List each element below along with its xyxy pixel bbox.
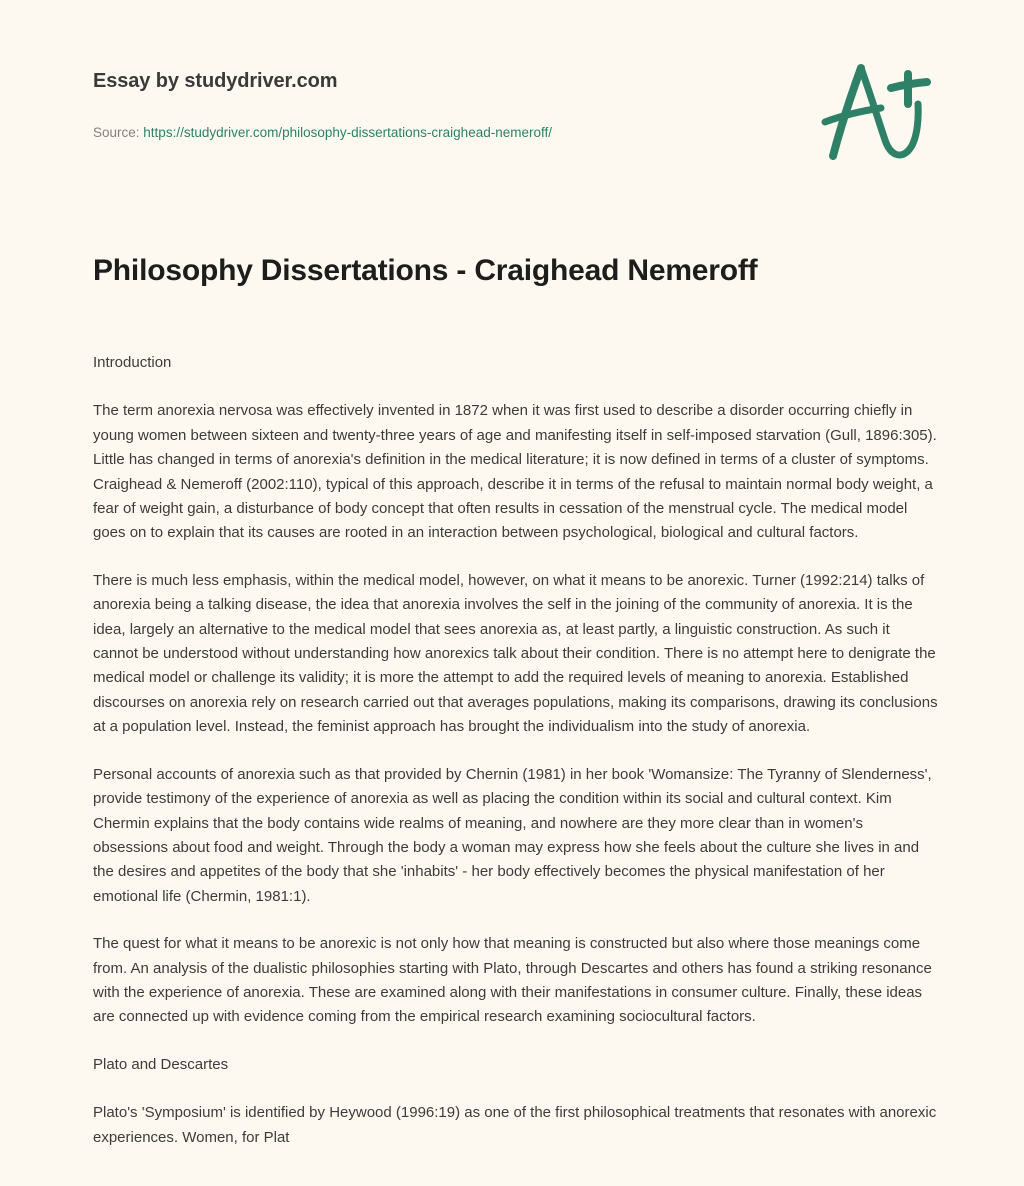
paragraph-4: The quest for what it means to be anorexic is not only how that meaning is constructed but also where those meanings come from. An analysis of the dualistic philosophies starting with Plato, through Descartes and others has found a striking resonance with the experience of anorexia. These are examined along with their manifestations in consumer culture. Finally, these ideas are connected up with evidence coming from the empirical research examining sociocultural factors. <box>93 935 932 1026</box>
source-label: Source: <box>93 125 140 140</box>
studydriver-a-plus-logo-icon <box>815 60 935 170</box>
paragraph-2: There is much less emphasis, within the medical model, however, on what it means to be anorexic. Turner (1992:214) talks of anorexia being a talking disease, the idea that anorexia involves the self in the joining of the community of anorexia. It is the idea, largely an alternative to the medical model that sees anorexia as, at least partly, a linguistic construction. As such it cannot be understood without understanding how anorexics talk about their condition. There is no attempt here to denigrate the medical model or challenge its validity; it is more the attempt to add the required levels of meaning to anorexia. Established discourses on anorexia rely on research carried out that averages populations, making its comparisons, drawing its conclusions at a population level. Instead, the feminist approach has brought the individualism into the study of anorexia. <box>93 571 938 736</box>
section-heading-introduction: Introduction <box>93 354 172 371</box>
source-url-link[interactable]: https://studydriver.com/philosophy-dissertations-craighead-nemeroff/ <box>143 125 552 140</box>
paragraph-3: Personal accounts of anorexia such as that provided by Chernin (1981) in her book 'Womansize: The Tyranny of Slenderness', provide testimony of the experience of anorexia as well as placing the condition within its social and cultural context. Kim Chermin explains that the body contains wide realms of meaning, and nowhere are they more clear than in women's obsessions about food and weight. Through the body a woman may express how she feels about the culture she lives in and the desires and appetites of the body that she 'inhabits' - her body effectively becomes the physical manifestation of her emotional life (Chermin, 1981:1). <box>93 765 932 905</box>
brand-title: Essay by studydriver.com <box>93 70 338 92</box>
paragraph-1: The term anorexia nervosa was effectively invented in 1872 when it was first used to describe a disorder occurring chiefly in young women between sixteen and twenty-three years of age and manifesting itself in self-imposed starvation (Gull, 1896:305). Little has changed in terms of anorexia's definition in the medical literature; it is now defined in terms of a cluster of symptoms. Craighead & Nemeroff (2002:110), typical of this approach, describe it in terms of the refusal to maintain normal body weight, a fear of weight gain, a disturbance of body concept that often results in cessation of the menstrual cycle. The medical model goes on to explain that its causes are rooted in an interaction between psychological, biological and cultural factors. <box>93 402 937 542</box>
section-heading-plato-and-descartes: Plato and Descartes <box>93 1055 229 1073</box>
source-line <box>93 124 552 142</box>
article-body <box>93 351 938 1150</box>
paragraph-5-clipped: Plato's 'Symposium' is identified by Heywood (1996:19) as one of the first philosophical treatments that resonates with anorexic experiences. Women, for Plat <box>93 1104 937 1146</box>
page-header <box>93 68 935 178</box>
page-title: Philosophy Dissertations - Craighead Nemeroff <box>93 254 758 287</box>
